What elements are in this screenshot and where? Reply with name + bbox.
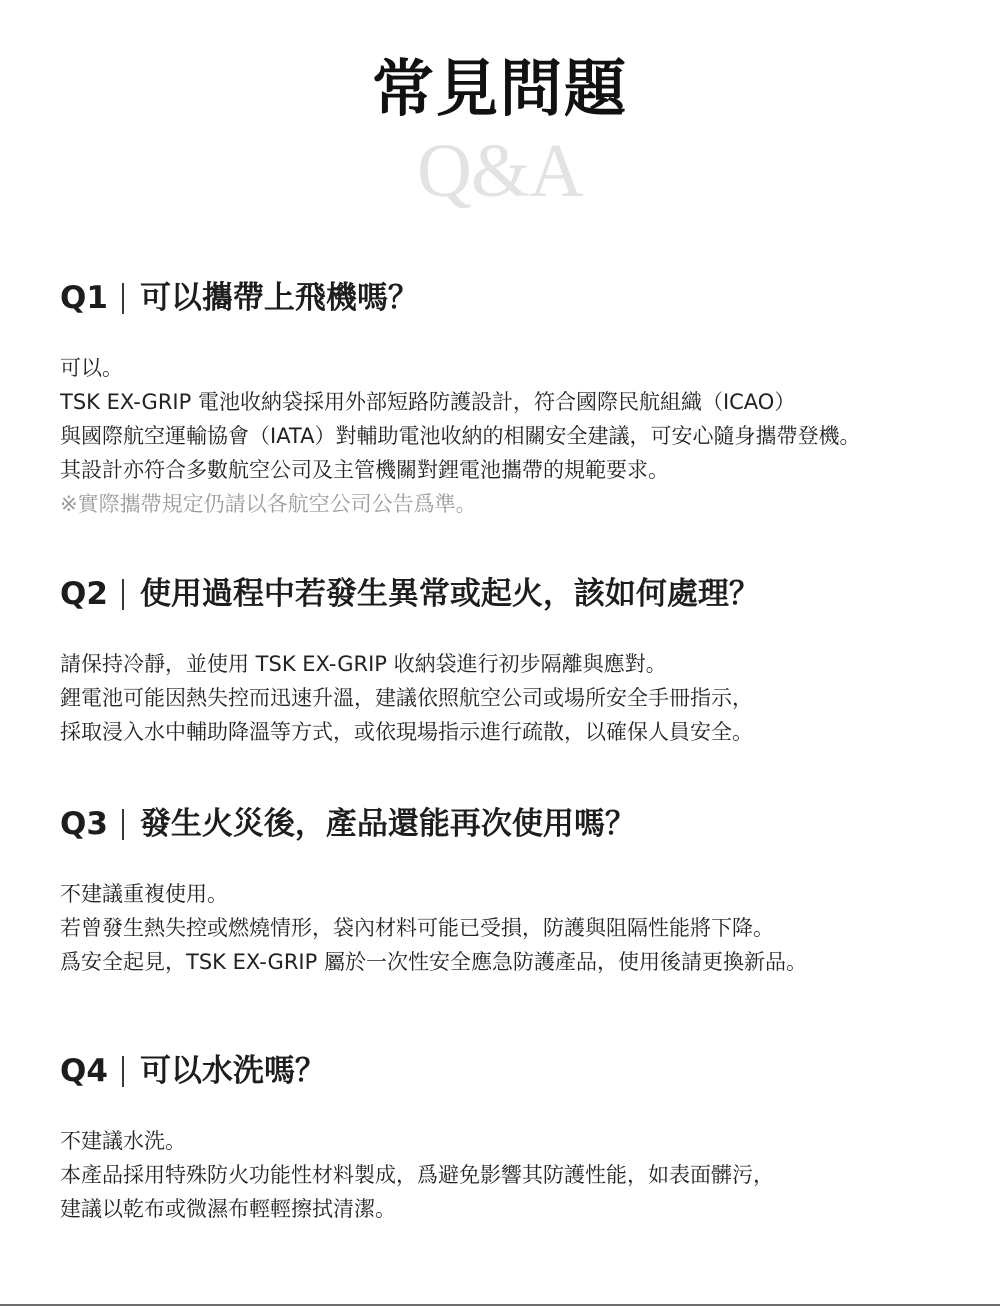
answer-line: 不建議水洗。	[60, 1129, 186, 1153]
question-divider	[122, 809, 124, 840]
faq-question-heading	[60, 276, 960, 320]
question-text: 可以攜帶上飛機嗎？	[139, 280, 419, 316]
faq-item-q2	[60, 572, 960, 749]
faq-question-heading	[60, 1049, 960, 1093]
question-divider	[122, 283, 124, 314]
answer-line: 若曾發生熱失控或燃燒情形，袋內材料可能已受損，防護與阻隔性能將下降。	[60, 916, 774, 940]
question-number: Q1	[60, 280, 108, 316]
faq-answer	[60, 351, 960, 521]
question-number: Q3	[60, 806, 108, 842]
answer-line: 爲安全起見，TSK EX-GRIP 屬於一次性安全應急防護產品，使用後請更換新品。	[60, 950, 807, 974]
page-header	[0, 0, 1000, 230]
question-text: 發生火災後，產品還能再次使用嗎？	[139, 806, 636, 842]
answer-line: 請保持冷靜，並使用 TSK EX-GRIP 收納袋進行初步隔離與應對。	[60, 652, 667, 676]
answer-line: 鋰電池可能因熱失控而迅速升溫，建議依照航空公司或場所安全手冊指示，	[60, 686, 753, 710]
answer-note: ※實際攜帶規定仍請以各航空公司公告爲準。	[60, 492, 477, 516]
answer-line: 本產品採用特殊防火功能性材料製成，爲避免影響其防護性能，如表面髒污，	[60, 1163, 774, 1187]
answer-line: 採取浸入水中輔助降溫等方式，或依現場指示進行疏散，以確保人員安全。	[60, 720, 753, 744]
question-text: 使用過程中若發生異常或起火，該如何處理？	[139, 576, 760, 612]
question-divider	[122, 1056, 124, 1087]
answer-line: TSK EX-GRIP 電池收納袋採用外部短路防護設計，符合國際民航組織（ICAO）	[60, 390, 796, 414]
answer-line: 建議以乾布或微濕布輕輕擦拭清潔。	[60, 1197, 396, 1221]
faq-answer	[60, 877, 960, 979]
faq-answer	[60, 1124, 960, 1226]
question-text: 可以水洗嗎？	[139, 1053, 326, 1089]
faq-item-q1	[60, 276, 960, 521]
question-number: Q4	[60, 1053, 108, 1089]
faq-item-q4	[60, 1049, 960, 1226]
page-subtitle: Q&A	[417, 129, 583, 213]
faq-question-heading	[60, 572, 960, 616]
question-number: Q2	[60, 576, 108, 612]
answer-line: 與國際航空運輸協會（IATA）對輔助電池收納的相關安全建議，可安心隨身攜帶登機。	[60, 424, 861, 448]
faq-answer	[60, 647, 960, 749]
page-title: 常見問題	[371, 52, 628, 125]
faq-question-heading	[60, 802, 960, 846]
faq-item-q3	[60, 802, 960, 979]
answer-line: 不建議重複使用。	[60, 882, 228, 906]
answer-line: 其設計亦符合多數航空公司及主管機關對鋰電池攜帶的規範要求。	[60, 458, 669, 482]
answer-line: 可以。	[60, 356, 123, 380]
question-divider	[122, 579, 124, 610]
